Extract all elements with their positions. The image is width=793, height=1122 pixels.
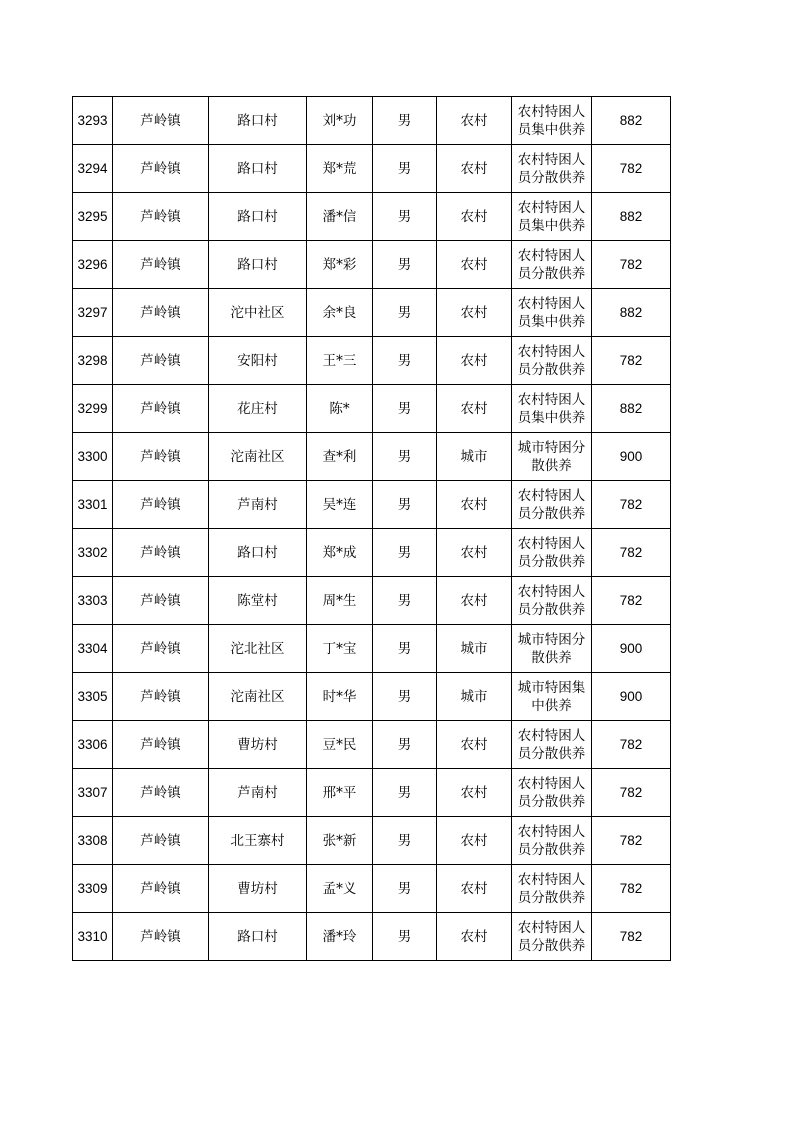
- category-line: 农村特困人: [517, 535, 586, 552]
- cell-id: 3299: [73, 385, 113, 433]
- cell-name: 陈*: [307, 385, 373, 433]
- cell-town: 芦岭镇: [113, 481, 209, 529]
- cell-town: 芦岭镇: [113, 625, 209, 673]
- cell-amount: 782: [592, 577, 671, 625]
- cell-area: 农村: [437, 241, 512, 289]
- records-body: [73, 97, 671, 961]
- cell-area: 农村: [437, 529, 512, 577]
- cell-village: 沱北社区: [209, 625, 307, 673]
- table-row: [73, 913, 671, 961]
- table-row: [73, 529, 671, 577]
- records-table: [72, 96, 671, 961]
- cell-area: 农村: [437, 145, 512, 193]
- table-row: [73, 193, 671, 241]
- cell-town: 芦岭镇: [113, 769, 209, 817]
- cell-category: [512, 913, 592, 961]
- cell-id: 3294: [73, 145, 113, 193]
- category-line: 城市特困分: [517, 631, 586, 648]
- cell-gender: 男: [373, 577, 437, 625]
- cell-gender: 男: [373, 913, 437, 961]
- cell-category: [512, 481, 592, 529]
- cell-area: 农村: [437, 289, 512, 337]
- category-line: 员集中供养: [517, 409, 586, 426]
- cell-name: 郑*彩: [307, 241, 373, 289]
- category-line: 员分散供养: [517, 937, 586, 954]
- cell-village: 路口村: [209, 241, 307, 289]
- cell-amount: 882: [592, 97, 671, 145]
- cell-village: 花庄村: [209, 385, 307, 433]
- cell-gender: 男: [373, 289, 437, 337]
- cell-name: 孟*义: [307, 865, 373, 913]
- category-line: 员分散供养: [517, 265, 586, 282]
- cell-village: 路口村: [209, 193, 307, 241]
- cell-gender: 男: [373, 865, 437, 913]
- cell-gender: 男: [373, 145, 437, 193]
- cell-area: 城市: [437, 673, 512, 721]
- cell-area: 农村: [437, 721, 512, 769]
- cell-area: 农村: [437, 577, 512, 625]
- cell-town: 芦岭镇: [113, 385, 209, 433]
- cell-id: 3300: [73, 433, 113, 481]
- cell-area: 城市: [437, 625, 512, 673]
- cell-town: 芦岭镇: [113, 289, 209, 337]
- cell-area: 农村: [437, 193, 512, 241]
- cell-name: 吴*连: [307, 481, 373, 529]
- cell-name: 时*华: [307, 673, 373, 721]
- cell-category: [512, 625, 592, 673]
- table-row: [73, 577, 671, 625]
- cell-amount: 782: [592, 865, 671, 913]
- category-line: 员分散供养: [517, 745, 586, 762]
- cell-gender: 男: [373, 673, 437, 721]
- cell-town: 芦岭镇: [113, 337, 209, 385]
- cell-amount: 900: [592, 433, 671, 481]
- cell-gender: 男: [373, 817, 437, 865]
- cell-amount: 882: [592, 193, 671, 241]
- table-row: [73, 721, 671, 769]
- cell-area: 农村: [437, 913, 512, 961]
- cell-id: 3295: [73, 193, 113, 241]
- category-line: 员分散供养: [517, 361, 586, 378]
- cell-area: 农村: [437, 97, 512, 145]
- table-row: [73, 673, 671, 721]
- cell-village: 安阳村: [209, 337, 307, 385]
- category-line: 农村特困人: [517, 391, 586, 408]
- category-line: 城市特困集: [517, 679, 586, 696]
- cell-town: 芦岭镇: [113, 145, 209, 193]
- cell-gender: 男: [373, 97, 437, 145]
- cell-town: 芦岭镇: [113, 529, 209, 577]
- cell-gender: 男: [373, 433, 437, 481]
- table-row: [73, 289, 671, 337]
- cell-amount: 782: [592, 721, 671, 769]
- cell-area: 农村: [437, 481, 512, 529]
- category-line: 员分散供养: [517, 601, 586, 618]
- cell-town: 芦岭镇: [113, 673, 209, 721]
- category-line: 员集中供养: [517, 121, 586, 138]
- cell-town: 芦岭镇: [113, 241, 209, 289]
- category-line: 农村特困人: [517, 487, 586, 504]
- cell-category: [512, 721, 592, 769]
- table-row: [73, 241, 671, 289]
- cell-name: 郑*荒: [307, 145, 373, 193]
- cell-name: 查*利: [307, 433, 373, 481]
- table-row: [73, 385, 671, 433]
- cell-name: 周*生: [307, 577, 373, 625]
- cell-category: [512, 385, 592, 433]
- cell-category: [512, 433, 592, 481]
- category-line: 农村特困人: [517, 727, 586, 744]
- category-line: 散供养: [531, 649, 572, 666]
- cell-gender: 男: [373, 769, 437, 817]
- category-line: 农村特困人: [517, 871, 586, 888]
- table-row: [73, 337, 671, 385]
- cell-gender: 男: [373, 625, 437, 673]
- cell-gender: 男: [373, 337, 437, 385]
- category-line: 农村特困人: [517, 247, 586, 264]
- cell-name: 余*良: [307, 289, 373, 337]
- cell-name: 郑*成: [307, 529, 373, 577]
- category-line: 员分散供养: [517, 169, 586, 186]
- category-line: 员分散供养: [517, 505, 586, 522]
- cell-category: [512, 577, 592, 625]
- cell-village: 路口村: [209, 97, 307, 145]
- cell-id: 3307: [73, 769, 113, 817]
- table-row: [73, 145, 671, 193]
- cell-area: 农村: [437, 769, 512, 817]
- category-line: 员分散供养: [517, 553, 586, 570]
- category-line: 农村特困人: [517, 151, 586, 168]
- cell-category: [512, 337, 592, 385]
- cell-area: 城市: [437, 433, 512, 481]
- cell-area: 农村: [437, 817, 512, 865]
- cell-category: [512, 145, 592, 193]
- cell-village: 陈堂村: [209, 577, 307, 625]
- category-line: 城市特困分: [517, 439, 586, 456]
- cell-id: 3304: [73, 625, 113, 673]
- table-row: [73, 433, 671, 481]
- cell-gender: 男: [373, 529, 437, 577]
- cell-name: 潘*玲: [307, 913, 373, 961]
- cell-name: 潘*信: [307, 193, 373, 241]
- cell-village: 沱南社区: [209, 673, 307, 721]
- category-line: 员集中供养: [517, 217, 586, 234]
- cell-town: 芦岭镇: [113, 865, 209, 913]
- cell-category: [512, 673, 592, 721]
- cell-name: 刘*功: [307, 97, 373, 145]
- cell-id: 3301: [73, 481, 113, 529]
- category-line: 农村特困人: [517, 343, 586, 360]
- cell-amount: 782: [592, 769, 671, 817]
- category-line: 员分散供养: [517, 889, 586, 906]
- cell-category: [512, 241, 592, 289]
- cell-category: [512, 97, 592, 145]
- category-line: 农村特困人: [517, 199, 586, 216]
- category-line: 农村特困人: [517, 919, 586, 936]
- cell-category: [512, 529, 592, 577]
- table-row: [73, 817, 671, 865]
- cell-id: 3303: [73, 577, 113, 625]
- cell-gender: 男: [373, 481, 437, 529]
- cell-name: 丁*宝: [307, 625, 373, 673]
- cell-village: 路口村: [209, 913, 307, 961]
- cell-town: 芦岭镇: [113, 577, 209, 625]
- table-row: [73, 865, 671, 913]
- cell-category: [512, 193, 592, 241]
- category-line: 员集中供养: [517, 313, 586, 330]
- cell-category: [512, 289, 592, 337]
- table-row: [73, 481, 671, 529]
- cell-area: 农村: [437, 385, 512, 433]
- category-line: 农村特困人: [517, 823, 586, 840]
- category-line: 中供养: [531, 697, 572, 714]
- cell-village: 曹坊村: [209, 865, 307, 913]
- table-row: [73, 625, 671, 673]
- cell-village: 芦南村: [209, 769, 307, 817]
- cell-gender: 男: [373, 385, 437, 433]
- cell-town: 芦岭镇: [113, 817, 209, 865]
- cell-town: 芦岭镇: [113, 97, 209, 145]
- cell-amount: 882: [592, 385, 671, 433]
- cell-id: 3306: [73, 721, 113, 769]
- category-line: 农村特困人: [517, 583, 586, 600]
- cell-village: 沱中社区: [209, 289, 307, 337]
- cell-town: 芦岭镇: [113, 913, 209, 961]
- cell-category: [512, 769, 592, 817]
- cell-village: 曹坊村: [209, 721, 307, 769]
- cell-name: 张*新: [307, 817, 373, 865]
- cell-gender: 男: [373, 241, 437, 289]
- cell-id: 3297: [73, 289, 113, 337]
- category-line: 农村特困人: [517, 295, 586, 312]
- category-line: 散供养: [531, 457, 572, 474]
- cell-amount: 782: [592, 241, 671, 289]
- cell-id: 3310: [73, 913, 113, 961]
- cell-village: 芦南村: [209, 481, 307, 529]
- cell-category: [512, 865, 592, 913]
- cell-amount: 782: [592, 481, 671, 529]
- cell-id: 3298: [73, 337, 113, 385]
- cell-village: 路口村: [209, 529, 307, 577]
- cell-amount: 882: [592, 289, 671, 337]
- category-line: 员分散供养: [517, 841, 586, 858]
- category-line: 员分散供养: [517, 793, 586, 810]
- cell-name: 邢*平: [307, 769, 373, 817]
- cell-id: 3305: [73, 673, 113, 721]
- cell-amount: 782: [592, 817, 671, 865]
- cell-town: 芦岭镇: [113, 721, 209, 769]
- cell-id: 3293: [73, 97, 113, 145]
- cell-village: 路口村: [209, 145, 307, 193]
- cell-id: 3308: [73, 817, 113, 865]
- cell-amount: 782: [592, 145, 671, 193]
- table-row: [73, 97, 671, 145]
- cell-id: 3309: [73, 865, 113, 913]
- category-line: 农村特困人: [517, 775, 586, 792]
- cell-village: 北王寨村: [209, 817, 307, 865]
- table-row: [73, 769, 671, 817]
- cell-name: 豆*民: [307, 721, 373, 769]
- category-line: 农村特困人: [517, 103, 586, 120]
- cell-town: 芦岭镇: [113, 193, 209, 241]
- cell-area: 农村: [437, 865, 512, 913]
- cell-village: 沱南社区: [209, 433, 307, 481]
- cell-id: 3296: [73, 241, 113, 289]
- cell-gender: 男: [373, 193, 437, 241]
- cell-area: 农村: [437, 337, 512, 385]
- cell-name: 王*三: [307, 337, 373, 385]
- cell-amount: 782: [592, 913, 671, 961]
- cell-amount: 900: [592, 625, 671, 673]
- cell-id: 3302: [73, 529, 113, 577]
- cell-category: [512, 817, 592, 865]
- cell-gender: 男: [373, 721, 437, 769]
- cell-town: 芦岭镇: [113, 433, 209, 481]
- cell-amount: 782: [592, 529, 671, 577]
- cell-amount: 782: [592, 337, 671, 385]
- cell-amount: 900: [592, 673, 671, 721]
